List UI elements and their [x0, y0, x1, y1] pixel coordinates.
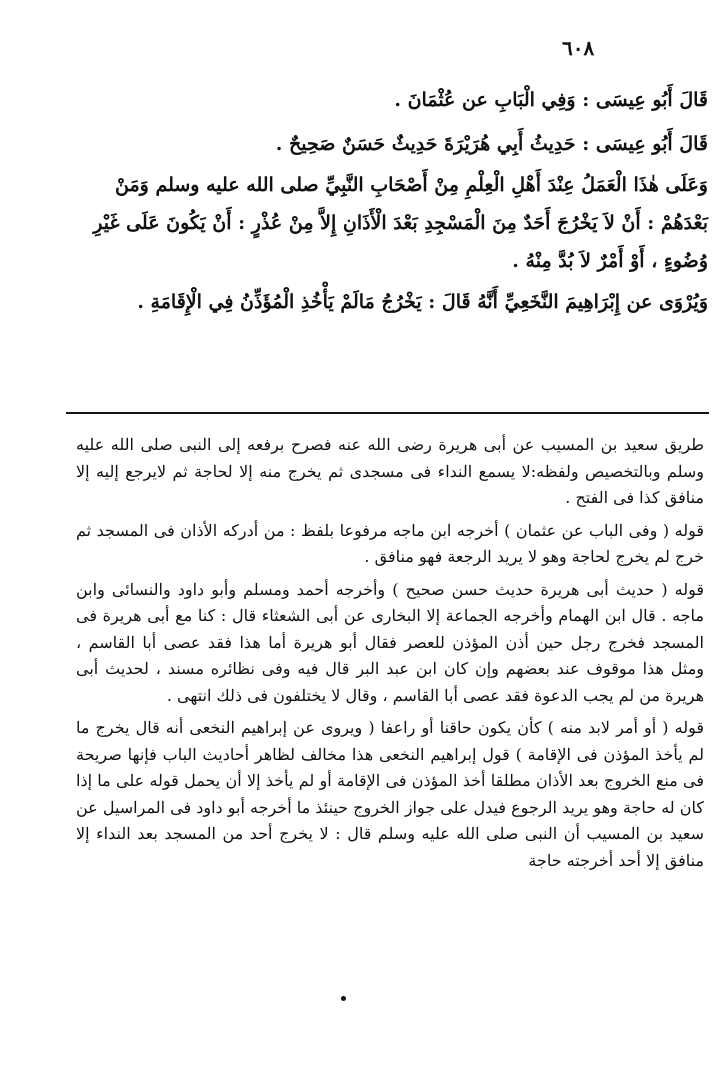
commentary-paragraph-4: قوله ( أو أمر لابد منه ) كأن يكون حاقنا أو راعفا ( ويروى عن إبراهيم النخعى أنه قال يخرج ما لم يأخذ المؤذن فى الإقامة ) قول إبراهيم النخعى هذا مخالف لظاهر أحاديث الباب فإنها صريحة فى منع الخروج بعد الأذان مطلقا أخذ المؤذن فى الإقامة أو لم يأخذ إلا أن يحمل قوله على ما إذا كان له حاجة وهو يريد الرجوع فيدل على جواز الخروج حينئذ ما أخرجه أبو داود فى المراسيل عن سعيد بن المسيب أن النبى صلى الله عليه وسلم قال : لا يخرج أحد من المسجد بعد النداء إلا منافق إلا أحد أخرجته حاجة: [76, 718, 704, 870]
commentary-paragraph-1: طريق سعيد بن المسيب عن أبى هريرة رضى الله عنه فصرح برفعه إلى النبى صلى الله عليه وسلم وبالتخصيص ولفظه:لا يسمع النداء فى مسجدى ثم يخرج منه إلا لحاجة ثم لايرجع إليه إلا منافق كذا فى الفتح .: [76, 435, 704, 507]
footnote-divider: [66, 412, 709, 414]
main-text: [80, 78, 708, 324]
commentary-paragraph-2: قوله ( وفى الباب عن عثمان ) أخرجه ابن ماجه مرفوعا بلفظ : من أدركه الأذان فى المسجد ثم خرج لم يخرج لحاجة وهو لا يريد الرجعة فهو منافق .: [76, 520, 704, 566]
main-paragraph-4: وَيُرْوَى عن إِبْرَاهِيمَ النَّخَعِيِّ أَنَّهُ قَالَ : يَخْرُجُ مَالَمْ يَأْخُذِ الْمُؤَذِّنُ فِي الْإِقَامَةِ .: [137, 291, 708, 313]
commentary-paragraph-3: قوله ( حديث أبى هريرة حديث حسن صحيح ) وأخرجه أحمد ومسلم وأبو داود والنسائى وابن ماجه . قال ابن الهمام وأخرجه الجماعة إلا البخارى عن أبى الشعثاء قال : كنا مع أبى هريرة فى المسجد فخرج رجل حين أذن المؤذن للعصر فقال أبو هريرة أما هذا فقد عصى أبا القاسم ، ومثل هذا موقوف عند بعضهم وإن كان ابن عبد البر قال فيه وفى نظائره مسند ، لحديث أبى هريرة من لم يجب الدعوة فقد عصى أبا القاسم ، وقال لا يختلفون فى ذلك انتهى .: [76, 579, 704, 705]
commentary: [76, 432, 704, 880]
main-paragraph-1: قَالَ أَبُو عِيسَى : وَفِي الْبَابِ عن عُثْمَانَ .: [394, 89, 708, 111]
main-paragraph-2: قَالَ أَبُو عِيسَى : حَدِيثُ أَبِي هُرَيْرَةَ حَدِيثٌ حَسَنٌ صَحِيحٌ .: [275, 133, 708, 155]
page-number: ٦٠٨: [562, 36, 595, 60]
page-mark: [341, 996, 346, 1001]
main-paragraph-3: وَعَلَى هٰذَا الْعَمَلُ عِنْدَ أَهْلِ الْعِلْمِ مِنْ أَصْحَابِ النَّبِيِّ صلى الله عليه وسلم وَمَنْ بَعْدَهُمْ : أَنْ لاَ يَخْرُجَ أَحَدٌ مِنَ الْمَسْجِدِ بَعْدَ الْأَذَانِ إِلاَّ مِنْ عُذْرٍ : أَنْ يَكُونَ عَلَى غَيْرِ وُضُوءٍ ، أَوْ أَمْرٌ لاَ بُدَّ مِنْهُ .: [93, 174, 708, 272]
